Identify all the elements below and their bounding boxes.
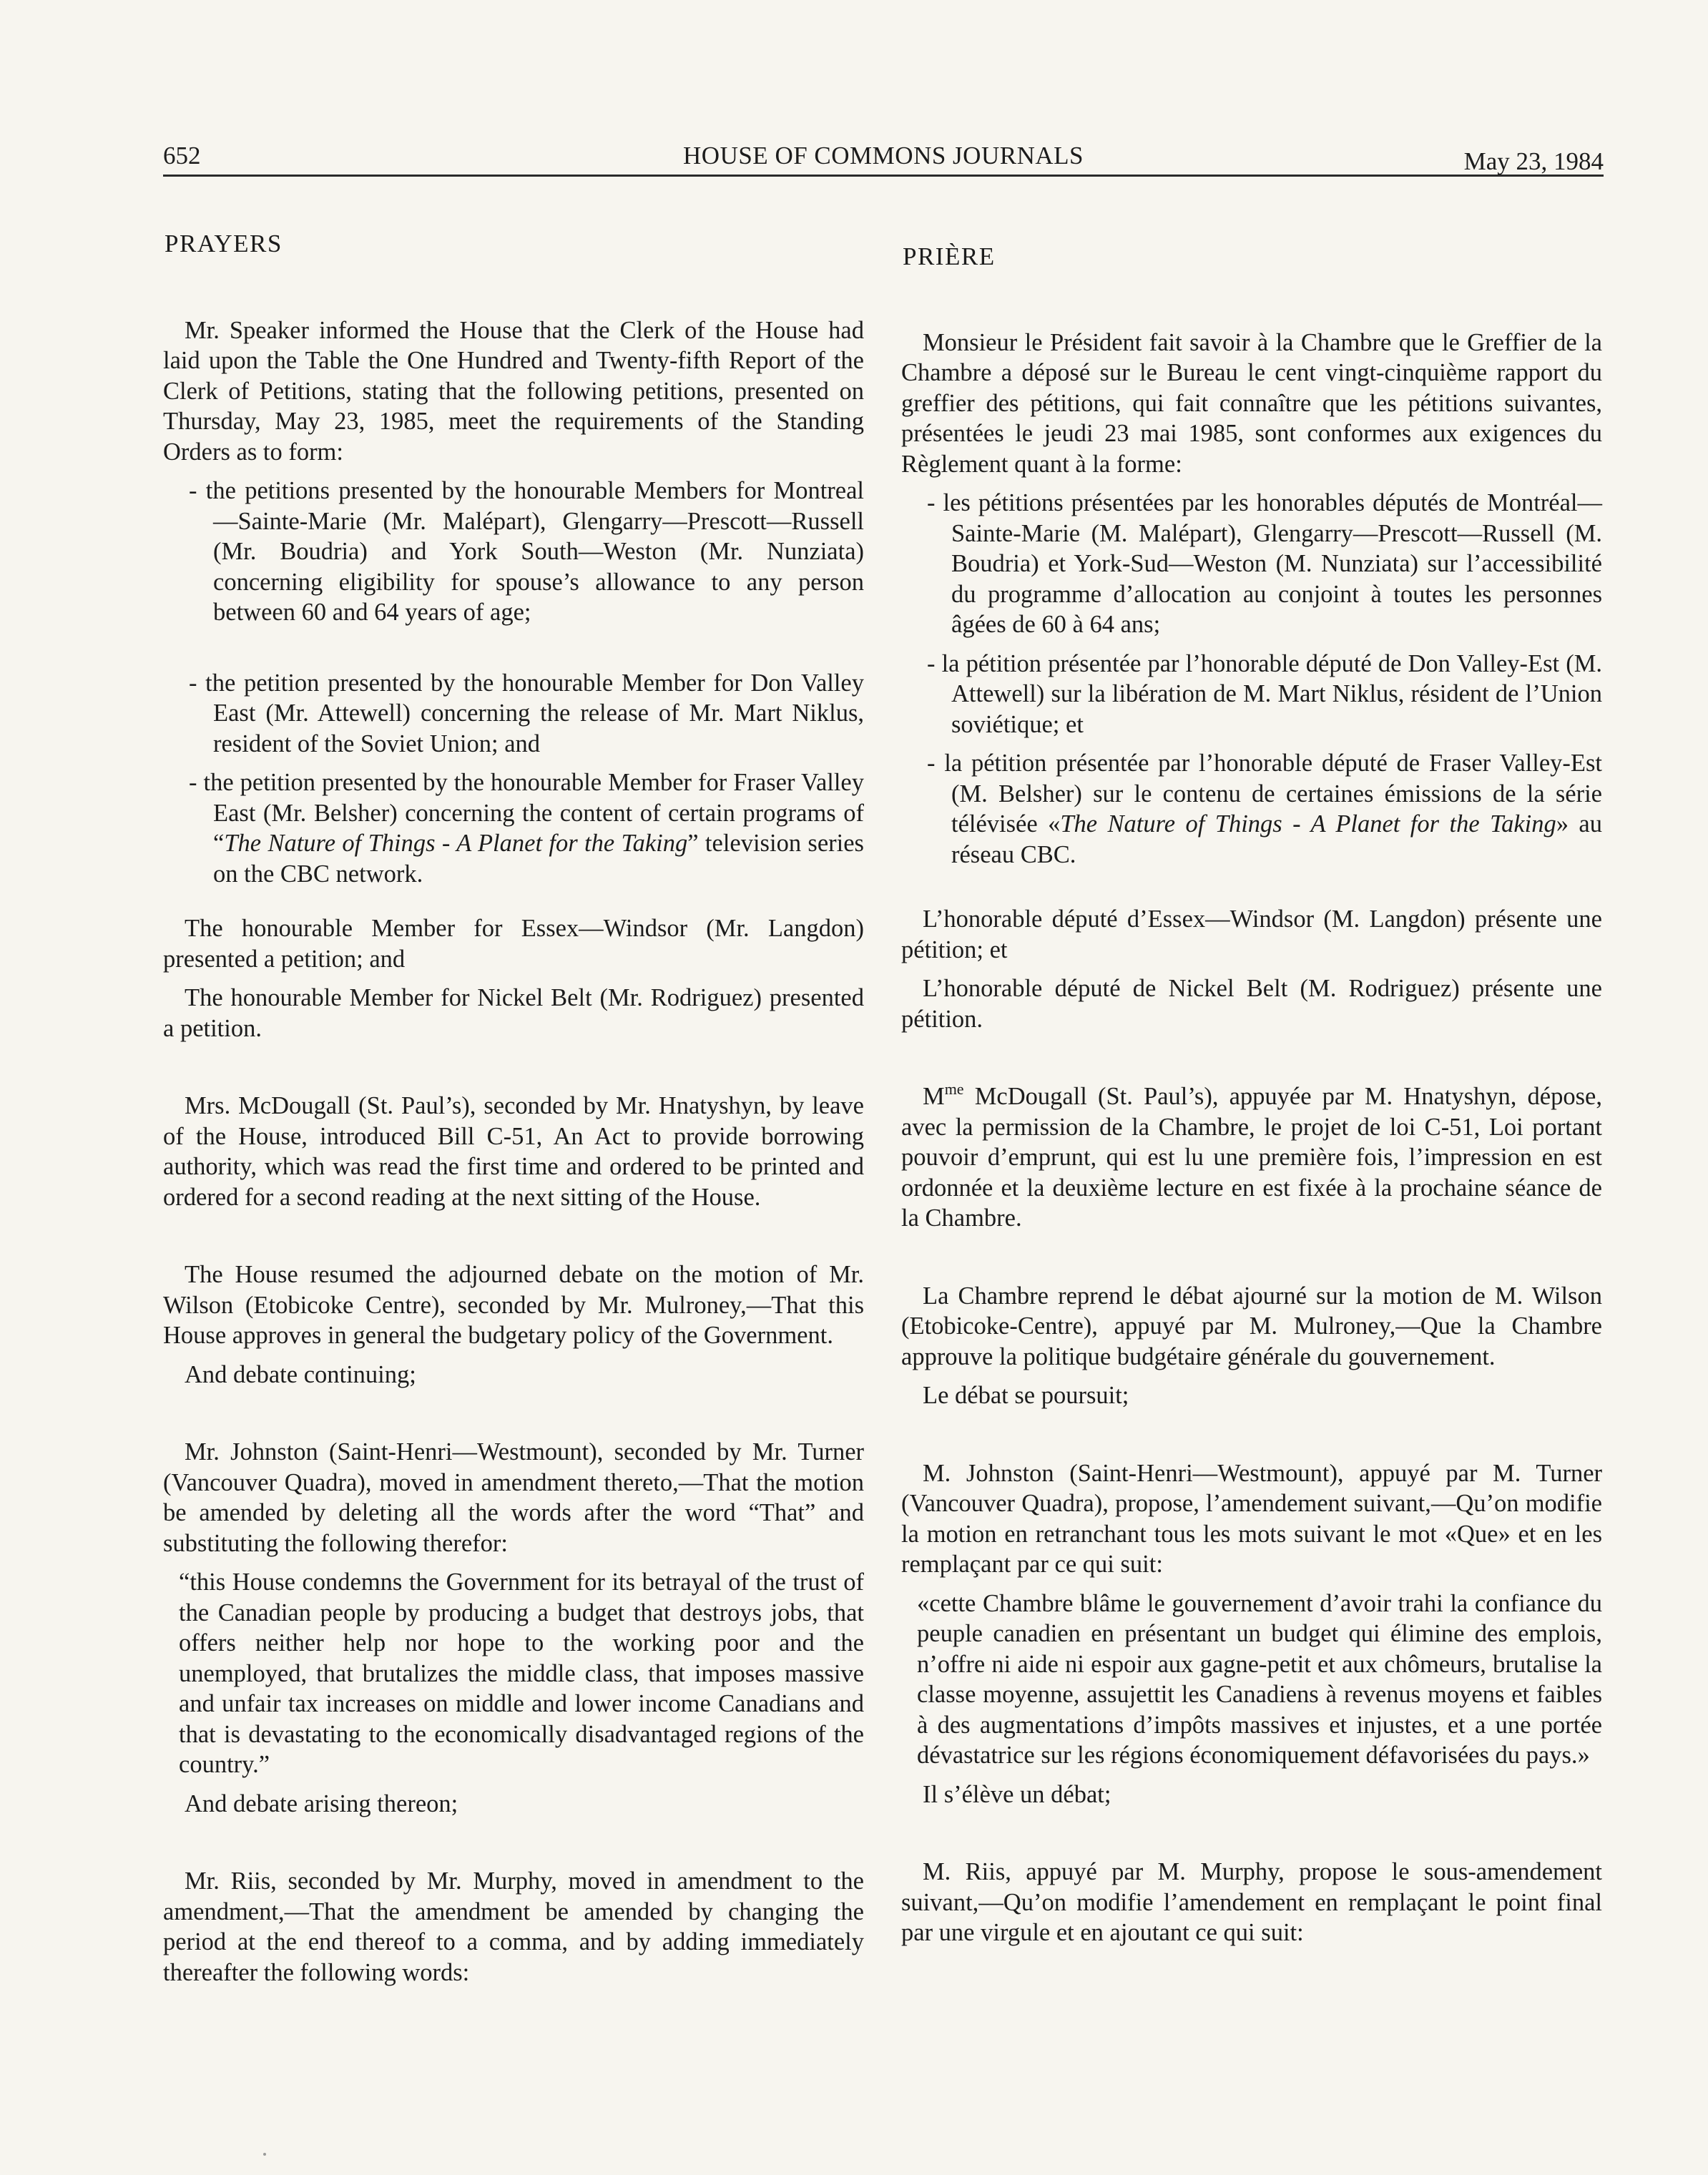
amendment-quote-fr: «cette Chambre blâme le gouvernement d’avoir trahi la confiance du peuple canadien en présentant un budget qui élimine des emplois, n’offre ni aide ni espoir aux gagne-petit et aux chômeurs, brutalise la classe moyenne, assujettit les Canadiens à revenus moyens et faibles à des augmentations d’impôts massives et injustes, et a une portée dévastatrice sur les régions économiquement défavorisées du pays.» [917,1589,1602,1769]
bill-c51-text-fr: McDougall (St. Paul’s), appuyée par M. Hnatyshyn, dépose, avec la permission de la Chambre, le projet de loi C-51, Loi portant pouvoir d’emprunt, qui est lu une première fois, l’impression en est ordonnée et la deuxième lecture en est fixée à la prochaine séance de la Chambre. [901,1083,1602,1232]
petition-item-niklus: - the petition presented by the honourable Member for Don Valley East (Mr. Attewell) concerning the release of Mr. Mart Niklus, resident of the Soviet Union; and [189,669,864,757]
riis-subamendment-paragraph-fr: M. Riis, appuyé par M. Murphy, propose le sous-amendement suivant,—Qu’on modifie l’amendement en remplaçant le point final par une virgule et en ajoutant ce qui suit: [901,1858,1602,1946]
essex-windsor-petition: The honourable Member for Essex—Windsor (Mr. Langdon) presented a petition; and [163,915,864,973]
french-column [901,229,1602,1948]
petition-item-cbc-tail-fr: » au réseau CBC. [951,810,1602,868]
page-header [163,140,1604,177]
title-abbrev: M [923,1083,945,1110]
page-number: 652 [163,142,201,170]
debate-continuing: And debate continuing; [185,1360,416,1388]
johnston-amendment-paragraph: Mr. Johnston (Saint-Henri—Westmount), seconded by Mr. Turner (Vancouver Quadra), moved in amendment thereto,—That the motion be amended by deleting all the words after the word “That” and substituting the following therefor: [163,1438,864,1557]
nickel-belt-petition: The honourable Member for Nickel Belt (Mr. Rodriguez) presented a petition. [163,984,864,1042]
debate-continuing-fr: Le débat se poursuit; [923,1382,1129,1409]
debate-arising-fr: Il s’élève un débat; [923,1780,1111,1808]
debate-arising: And debate arising thereon; [185,1789,458,1817]
english-heading: PRAYERS [165,230,283,257]
program-title-fr: The Nature of Things - A Planet for the Taking [1060,810,1556,838]
petition-item-cbc-text: - the petition presented by the honourable Member for Fraser Valley East (Mr. Belsher) concerning the content of certain programs of “ [189,769,864,857]
journal-date: May 23, 1984 [1463,147,1604,175]
bill-c51-paragraph: Mrs. McDougall (St. Paul’s), seconded by Mr. Hnatyshyn, by leave of the House, introduced Bill C-51, An Act to provide borrowing authority, which was read the first time and ordered to be printed and ordered for a second reading at the next sitting of the House. [163,1092,864,1211]
paper-speck [263,2153,266,2156]
budget-debate-paragraph: The House resumed the adjourned debate on the motion of Mr. Wilson (Etobicoke Centre), seconded by Mr. Mulroney,—That this House approves in general the budgetary policy of the Government. [163,1261,864,1349]
french-heading: PRIÈRE [903,242,996,270]
johnston-amendment-paragraph-fr: M. Johnston (Saint-Henri—Westmount), appuyé par M. Turner (Vancouver Quadra), propose, l’amendement suivant,—Qu’on modifie la motion en retranchant tous les mots suivant le mot «Que» et en les remplaçant par ce qui suit: [901,1459,1602,1578]
petition-item-cbc-tail: ” television series on the CBC network. [213,830,864,888]
speaker-petitions-paragraph: Mr. Speaker informed the House that the Clerk of the House had laid upon the Table the One Hundred and Twenty-fifth Report of the Clerk of Petitions, stating that the following petitions, presented on Thursday, May 23, 1985, meet the requirements of the Standing Orders as to form: [163,316,864,466]
petition-item-cbc-fr [901,748,1602,870]
budget-debate-paragraph-fr: La Chambre reprend le débat ajourné sur la motion de M. Wilson (Etobicoke-Centre), appuyé par M. Mulroney,—Que la Chambre approuve la politique budgétaire générale du gouvernement. [901,1282,1602,1370]
petition-item-cbc-text-fr: - la pétition présentée par l’honorable député de Fraser Valley-Est (M. Belsher) sur le contenu de certaines émissions de la série télévisée « [927,750,1602,838]
title-abbrev-sup: me [944,1080,964,1098]
petition-item-niklus-fr: - la pétition présentée par l’honorable député de Don Valley-Est (M. Attewell) sur la libération de M. Mart Niklus, résident de l’Union soviétique; et [927,649,1602,738]
nickel-belt-petition-fr: L’honorable député de Nickel Belt (M. Rodriguez) présente une pétition. [901,975,1602,1033]
essex-windsor-petition-fr: L’honorable député d’Essex—Windsor (M. Langdon) présente une pétition; et [901,905,1602,963]
petition-item-cbc [163,767,864,889]
riis-subamendment-paragraph: Mr. Riis, seconded by Mr. Murphy, moved in amendment to the amendment,—That the amendment be amended by changing the period at the end thereof to a comma, and by adding immediately thereafter the following words: [163,1867,864,1986]
speaker-petitions-paragraph-fr: Monsieur le Président fait savoir à la Chambre que le Greffier de la Chambre a déposé sur le Bureau le cent vingt-cinquième rapport du greffier des pétitions, qui fait connaître que les pétitions suivantes, présentées le jeudi 23 mai 1985, sont conformes aux exigences du Règlement quant à la forme: [901,328,1602,478]
journal-title: HOUSE OF COMMONS JOURNALS [683,142,1084,170]
program-title: The Nature of Things - A Planet for the Taking [224,830,688,857]
petition-item-spouse-allowance: - the petitions presented by the honourable Members for Montreal—Sainte-Marie (Mr. Malépart), Glengarry—Prescott—Russell (Mr. Boudria) and York South—Weston (Mr. Nunziata) concerning eligibility for spouse’s allowance to any person between 60 and 64 years of age; [189,477,864,626]
english-column [163,229,864,1988]
petition-item-spouse-allowance-fr: - les pétitions présentées par les honorables députés de Montréal—Sainte-Marie (M. Malépart), Glengarry—Prescott—Russell (M. Boudria) et York-Sud—Weston (M. Nunziata) sur l’accessibilité du programme d’allocation au conjoint à toutes les personnes âgées de 60 à 64 ans; [927,489,1602,638]
bill-c51-paragraph-fr [901,1081,1602,1234]
amendment-quote: “this House condemns the Government for its betrayal of the trust of the Canadian people by producing a budget that destroys jobs, that offers neither help nor hope to the working poor and the unemployed, that brutalizes the middle class, that imposes massive and unfair tax increases on middle and lower income Canadians and that is devastating to the economically disadvantaged regions of the country.” [179,1568,864,1778]
